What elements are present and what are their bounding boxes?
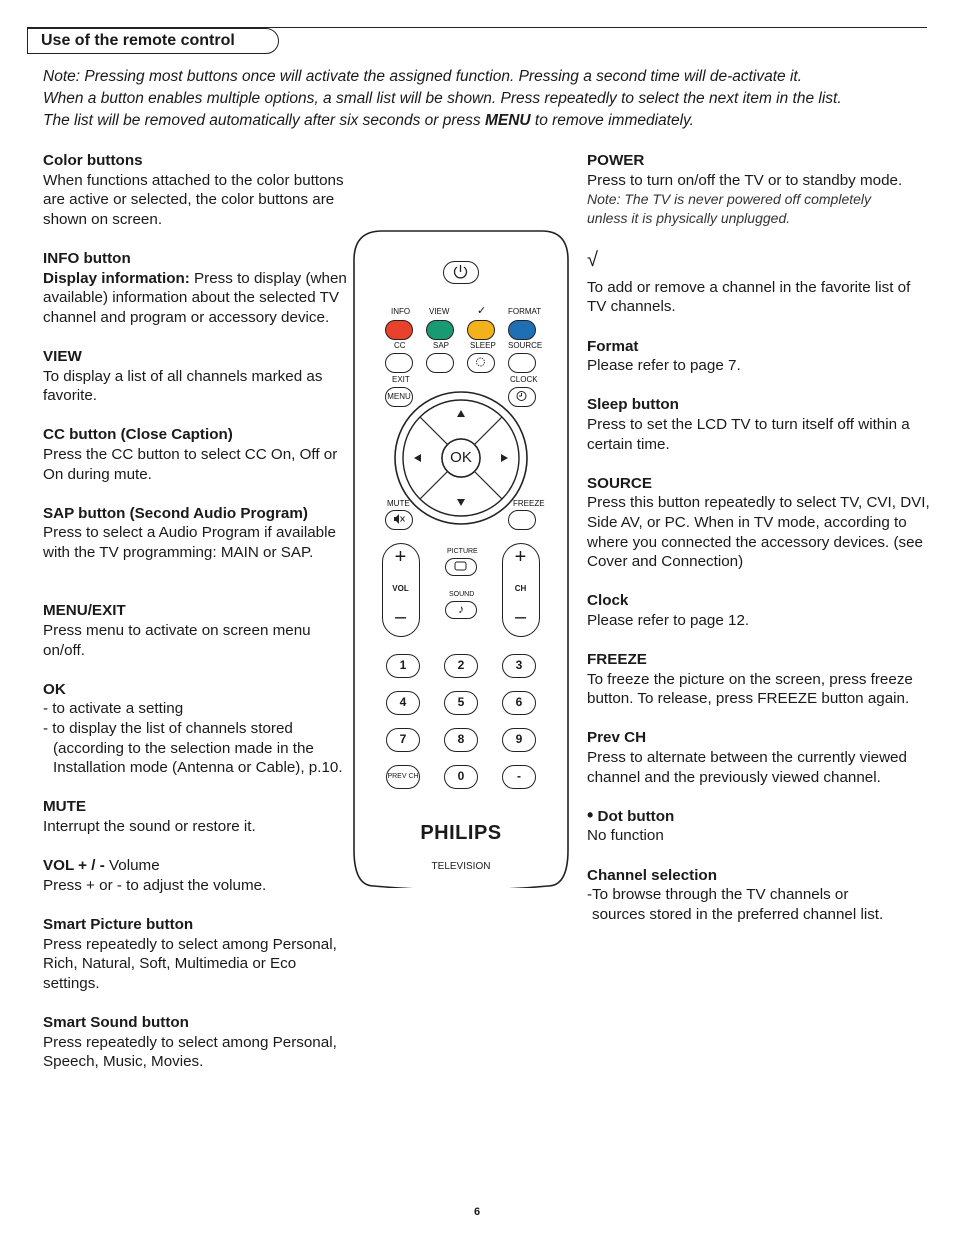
- power-heading: POWER: [587, 152, 645, 169]
- favorite-label: ✓: [477, 305, 487, 317]
- info-text: Display information: Press to display (when available) information about the selected TV channel and program or accessory device.: [43, 269, 347, 326]
- digit-key-5[interactable]: 5: [444, 691, 478, 715]
- cc-button[interactable]: [385, 353, 413, 373]
- smart-picture-button[interactable]: [445, 558, 477, 576]
- freeze-heading: FREEZE: [587, 651, 647, 669]
- freeze-button[interactable]: [508, 510, 536, 530]
- menu-section: [43, 601, 353, 660]
- favorite-check-icon: √: [587, 248, 598, 271]
- sound-heading: Smart Sound button: [43, 1013, 189, 1031]
- power-note: Note: The TV is never powered off completely unless it is physically unplugged.: [587, 191, 872, 227]
- format-label: FORMAT: [508, 307, 542, 316]
- left-column: [43, 151, 353, 1091]
- menu-button[interactable]: MENU: [385, 387, 413, 407]
- volume-down-icon: –: [394, 606, 407, 628]
- mute-section: [43, 797, 353, 836]
- volume-up-icon: +: [394, 546, 407, 568]
- color-buttons-section: [43, 151, 353, 229]
- source-button[interactable]: [508, 353, 536, 373]
- vol-text: Press + or - to adjust the volume.: [43, 876, 267, 894]
- sap-button[interactable]: [426, 353, 454, 373]
- source-section: [587, 474, 932, 572]
- dot-icon: •: [587, 804, 594, 825]
- channel-selection-section: [587, 866, 932, 925]
- picture-icon: [446, 559, 475, 574]
- power-text: Press to turn on/off the TV or to standby mode.: [587, 171, 903, 189]
- channel-selection-heading: Channel selection: [587, 866, 717, 884]
- color-buttons-heading: Color buttons: [43, 152, 143, 169]
- dot-heading: • Dot button: [587, 804, 675, 825]
- channel-rocker[interactable]: [502, 543, 540, 637]
- music-note-icon: ♪: [458, 602, 464, 616]
- sleep-button[interactable]: [467, 353, 495, 373]
- smart-sound-button[interactable]: [445, 601, 477, 619]
- clock-section: [587, 591, 932, 630]
- sleep-label: SLEEP: [470, 341, 496, 350]
- picture-section: [43, 915, 353, 993]
- view-label: VIEW: [429, 307, 450, 316]
- note-line-3: The list will be removed automatically after six seconds or press MENU to remove immediately.: [43, 112, 694, 129]
- dot-section: [587, 804, 932, 846]
- prev-ch-button[interactable]: PREV CH: [386, 765, 420, 789]
- sound-section: [43, 1013, 353, 1072]
- blue-format-button[interactable]: [508, 320, 536, 340]
- page-number: 6: [473, 1206, 481, 1218]
- power-icon: [444, 262, 477, 282]
- prevch-section: [587, 728, 932, 787]
- digit-key-dot[interactable]: -: [502, 765, 536, 789]
- vol-heading: VOL + / - Volume: [43, 857, 160, 875]
- view-heading: VIEW: [43, 347, 82, 365]
- channel-selection-text-1: -To browse through the TV channels or: [587, 886, 849, 904]
- picture-text: Press repeatedly to select among Personal, Rich, Natural, Soft, Multimedia or Eco settings.: [43, 935, 337, 992]
- channel-up-icon: +: [514, 546, 527, 568]
- vol-section: [43, 856, 353, 895]
- sleep-icon: [468, 354, 493, 371]
- menu-keyword: MENU: [484, 112, 531, 129]
- sound-text: Press repeatedly to select among Personal, Speech, Music, Movies.: [43, 1033, 337, 1071]
- freeze-label: FREEZE: [513, 499, 545, 508]
- clock-label: CLOCK: [510, 375, 538, 384]
- format-text: Please refer to page 7.: [587, 357, 741, 375]
- digit-key-1[interactable]: 1: [386, 654, 420, 678]
- source-text: Press this button repeatedly to select TV, CVI, DVI, Side AV, or PC. When in TV mode, according to where you connected the accessory devices. (see Cover and Connection): [587, 494, 930, 571]
- sleep-section: [587, 395, 932, 454]
- menu-heading: MENU/EXIT: [43, 602, 126, 620]
- red-info-button[interactable]: [385, 320, 413, 340]
- menu-text: Press menu to activate on screen menu on/off.: [43, 622, 311, 659]
- favorite-text: To add or remove a channel in the favorite list of TV channels.: [587, 278, 911, 316]
- digit-key-0[interactable]: 0: [444, 765, 478, 789]
- cc-text: Press the CC button to select CC On, Off or On during mute.: [43, 445, 338, 483]
- color-buttons-text: When functions attached to the color buttons are active or selected, the color buttons are shown on screen.: [43, 171, 344, 228]
- mute-icon: [386, 511, 411, 528]
- sleep-heading: Sleep button: [587, 396, 679, 414]
- remote-control-illustration: [352, 230, 570, 888]
- sound-label: SOUND: [449, 591, 475, 598]
- format-heading: Format: [587, 337, 639, 355]
- mute-label: MUTE: [387, 499, 410, 508]
- digit-key-7[interactable]: 7: [386, 728, 420, 752]
- note-line-2: When a button enables multiple options, a small list will be shown. Press repeatedly to select the next item in the list.: [43, 90, 842, 107]
- favorite-section: [587, 248, 932, 317]
- section-title: Use of the remote control: [41, 32, 235, 49]
- ok-line-1: - to activate a setting: [43, 700, 184, 718]
- ch-label: CH: [514, 584, 527, 593]
- clock-icon: [509, 388, 534, 405]
- sap-section: [43, 504, 353, 563]
- picture-heading: Smart Picture button: [43, 915, 194, 933]
- cc-section: [43, 425, 353, 484]
- sap-label: SAP: [433, 341, 450, 350]
- prevch-heading: Prev CH: [587, 729, 647, 747]
- clock-button[interactable]: [508, 387, 536, 407]
- note-line-1: Note: Pressing most buttons once will activate the assigned function. Pressing a second time will de-activate it.: [43, 68, 803, 85]
- clock-heading: Clock: [587, 592, 629, 610]
- yellow-favorite-button[interactable]: [467, 320, 495, 340]
- ok-line-3: (according to the selection made in the Installation mode (Antenna or Cable), p.10.: [53, 739, 343, 777]
- mute-text: Interrupt the sound or restore it.: [43, 818, 256, 835]
- digit-key-9[interactable]: 9: [502, 728, 536, 752]
- channel-selection-text-2: sources stored in the preferred channel list.: [592, 905, 884, 923]
- right-column: [587, 151, 932, 944]
- philips-logo: PHILIPS: [420, 822, 502, 844]
- info-label: INFO: [391, 307, 411, 316]
- ok-heading: OK: [43, 680, 66, 698]
- sap-text: Press to select a Audio Program if available with the TV programming: MAIN or SAP.: [43, 524, 336, 561]
- info-heading: INFO button: [43, 249, 131, 267]
- ok-section: [43, 680, 353, 778]
- digit-key-6[interactable]: 6: [502, 691, 536, 715]
- info-section: [43, 249, 353, 327]
- cc-label: CC: [394, 341, 406, 350]
- prevch-text: Press to alternate between the currently viewed channel and the previously viewed channel.: [587, 749, 907, 786]
- ok-button[interactable]: OK: [450, 449, 472, 466]
- vol-label: VOL: [392, 584, 409, 593]
- sleep-text: Press to set the LCD TV to turn itself off within a certain time.: [587, 415, 910, 453]
- digit-key-4[interactable]: 4: [386, 691, 420, 715]
- usage-note: [43, 66, 923, 132]
- section-title-tab: [27, 28, 279, 54]
- dot-text: No function: [587, 827, 664, 845]
- power-button[interactable]: [443, 261, 479, 284]
- view-section: [43, 347, 353, 406]
- digit-key-8[interactable]: 8: [444, 728, 478, 752]
- green-view-button[interactable]: [426, 320, 454, 340]
- cc-heading: CC button (Close Caption): [43, 426, 233, 444]
- mute-button[interactable]: [385, 510, 413, 530]
- format-section: [587, 337, 932, 376]
- channel-down-icon: –: [514, 606, 527, 628]
- digit-key-2[interactable]: 2: [444, 654, 478, 678]
- freeze-section: [587, 650, 932, 709]
- volume-rocker[interactable]: [382, 543, 420, 637]
- source-heading: SOURCE: [587, 474, 652, 492]
- clock-text: Please refer to page 12.: [587, 611, 750, 629]
- sap-heading: SAP button (Second Audio Program): [43, 504, 308, 522]
- source-label: SOURCE: [508, 341, 543, 350]
- exit-label: EXIT: [392, 375, 410, 384]
- digit-key-3[interactable]: 3: [502, 654, 536, 678]
- ok-line-2: - to display the list of channels stored: [43, 720, 293, 738]
- mute-heading: MUTE: [43, 798, 87, 816]
- television-label: TELEVISION: [431, 861, 491, 872]
- power-section: [587, 151, 932, 228]
- picture-label: PICTURE: [447, 548, 478, 555]
- freeze-text: To freeze the picture on the screen, press freeze button. To release, press FREEZE button again.: [587, 670, 913, 708]
- view-text: To display a list of all channels marked as favorite.: [43, 367, 323, 405]
